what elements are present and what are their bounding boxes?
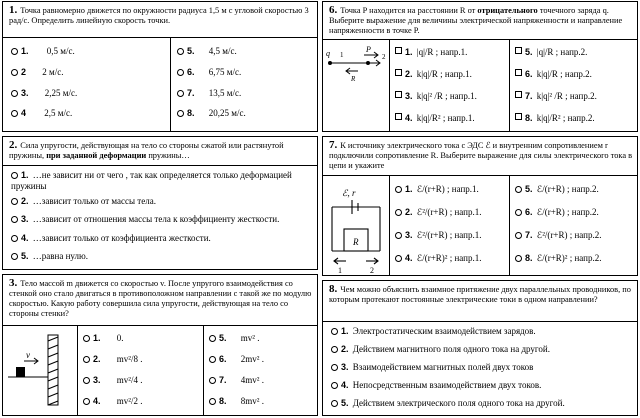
question-2-text <box>3 137 317 161</box>
circuit-figure <box>324 177 388 277</box>
checkbox-icon[interactable] <box>395 47 402 54</box>
radio-icon[interactable] <box>177 48 184 55</box>
question-6-prompt-bold: отрицательного <box>477 6 538 15</box>
q1-option-2[interactable]: 2 2 м/с. <box>11 67 63 78</box>
q3-option-3[interactable]: 3. mv²/4 . <box>83 375 142 386</box>
q3-option-5[interactable]: 5. mv² . <box>209 333 259 344</box>
q8-option-3[interactable]: 3. Взаимодействием магнитных полей двух токов <box>331 362 533 373</box>
checkbox-icon[interactable] <box>515 47 522 54</box>
q3-option-7[interactable]: 7. 4mv² . <box>209 375 264 386</box>
checkbox-icon[interactable] <box>515 69 522 76</box>
radio-icon[interactable] <box>83 377 90 384</box>
radio-icon[interactable] <box>83 335 90 342</box>
question-6-number: 6. <box>329 4 338 16</box>
q6-option-7[interactable]: 7. k|q|² /R ; напр.2. <box>515 91 597 102</box>
q8-option-2[interactable]: 2. Действием магнитного поля одного тока на другой. <box>331 344 550 355</box>
question-7-text <box>323 137 637 171</box>
direction-1-label: 1 <box>340 51 344 59</box>
radio-icon[interactable] <box>209 356 216 363</box>
checkbox-icon[interactable] <box>395 113 402 120</box>
question-7-prompt: К источнику электрического тока с ЭДС ℰ и внутренним сопротивлением r подключили сопротивление R. Выберите выражение для силы электрического тока в цепи и укажите <box>329 141 633 170</box>
question-2-number: 2. <box>9 139 18 151</box>
q1-option-4[interactable]: 4 2,5 м/с. <box>11 108 72 119</box>
question-6-text <box>323 2 637 36</box>
radio-icon[interactable] <box>11 69 18 76</box>
direction-1-label: 1 <box>338 266 342 275</box>
question-1-card <box>2 1 318 132</box>
q3-option-8[interactable]: 8. 8mv² . <box>209 396 264 407</box>
radio-icon[interactable] <box>331 364 338 371</box>
direction-2-label: 2 <box>370 266 374 275</box>
q7-option-8[interactable]: 8. ℰ/(r+R)² ; напр.2. <box>515 253 602 264</box>
radio-icon[interactable] <box>515 209 522 216</box>
q7-option-3[interactable]: 3. ℰ²/(r+R) ; напр.1. <box>395 230 482 241</box>
q7-option-1[interactable]: 1. ℰ/(r+R) ; напр.1. <box>395 184 479 195</box>
checkbox-icon[interactable] <box>515 91 522 98</box>
question-3-card <box>2 274 318 416</box>
question-1-text <box>3 2 317 26</box>
q1-option-1[interactable]: 1. 0,5 м/с. <box>11 46 75 57</box>
radio-icon[interactable] <box>515 255 522 262</box>
question-3-text <box>3 275 317 319</box>
q2-option-1[interactable]: 1. …не зависит ни от чего , так как определяется только деформацией пружины <box>11 170 292 191</box>
question-8-card <box>322 280 638 416</box>
q7-option-4[interactable]: 4. ℰ/(r+R)² ; напр.1. <box>395 253 482 264</box>
radio-icon[interactable] <box>11 90 18 97</box>
radio-icon[interactable] <box>83 356 90 363</box>
q3-option-2[interactable]: 2. mv²/8 . <box>83 354 142 365</box>
q6-option-6[interactable]: 6. k|q|/R ; напр.2. <box>515 69 592 80</box>
radio-icon[interactable] <box>515 232 522 239</box>
point-label: P <box>366 45 371 54</box>
question-3-prompt: Тело массой m движется со скоростью v. После упругого взаимодействия со стенкой оно стало двигаться в противоположном направлении с такой же по модулю скоростью. Какую работу совершила сила упругости, действующая на тело со стороны стенки? <box>9 279 312 318</box>
q6-option-5[interactable]: 5. |q|/R ; напр.2. <box>515 47 587 58</box>
direction-2-label: 2 <box>382 53 386 61</box>
point-charge-figure <box>324 44 388 84</box>
question-6-card <box>322 1 638 132</box>
question-3-number: 3. <box>9 277 18 289</box>
question-8-text <box>323 281 637 305</box>
radio-icon[interactable] <box>177 110 184 117</box>
question-7-card <box>322 136 638 276</box>
q3-option-4[interactable]: 4. mv²/2 . <box>83 396 142 407</box>
radio-icon[interactable] <box>515 186 522 193</box>
checkbox-icon[interactable] <box>395 91 402 98</box>
q2-option-4[interactable]: 4. …зависит только от коэффициента жесткости. <box>11 233 311 244</box>
question-2-prompt-a: Сила упругости, действующая на тело со стороны сжатой или растянутой пружины, <box>9 141 284 160</box>
q3-option-6[interactable]: 6. 2mv² . <box>209 354 264 365</box>
question-1-number: 1. <box>9 4 18 16</box>
q1-option-5[interactable]: 5. 4,5 м/с. <box>177 46 237 57</box>
radio-icon[interactable] <box>395 232 402 239</box>
question-1-prompt: Точка равномерно движется по окружности радиуса 1,5 м с угловой скоростью 3 рад/с. Определить линейную скорость точки. <box>9 6 309 25</box>
charge-label: q <box>326 49 330 58</box>
emf-label: ℰ, r <box>342 188 356 198</box>
q1-option-8[interactable]: 8. 20,25 м/с. <box>177 108 246 119</box>
radio-icon[interactable] <box>11 198 18 205</box>
radio-icon[interactable] <box>209 335 216 342</box>
resistor-label: R <box>353 237 359 247</box>
q8-option-5[interactable]: 5. Действием электрического поля одного тока на другой. <box>331 398 565 409</box>
q6-option-4[interactable]: 4. k|q|/R² ; напр.1. <box>395 113 475 124</box>
q7-option-5[interactable]: 5. ℰ/(r+R) ; напр.2. <box>515 184 599 195</box>
q8-option-4[interactable]: 4. Непосредственным взаимодействием двух токов. <box>331 380 541 391</box>
q1-option-6[interactable]: 6. 6,75 м/с. <box>177 67 241 78</box>
q3-option-1[interactable]: 1. 0. <box>83 333 124 344</box>
q6-option-2[interactable]: 2. k|q|/R ; напр.1. <box>395 69 472 80</box>
question-6-prompt-c: точечного заряда q. Выберите выражение для величины электрической напряженности и направление напряженности в точке P. <box>329 6 623 35</box>
radio-icon[interactable] <box>177 69 184 76</box>
radio-icon[interactable] <box>177 90 184 97</box>
radio-icon[interactable] <box>83 398 90 405</box>
velocity-label: v <box>26 350 30 360</box>
radio-icon[interactable] <box>395 186 402 193</box>
question-7-number: 7. <box>329 139 338 151</box>
q2-option-3[interactable]: 3. …зависит от отношения массы тела к коэффициенту жесткости. <box>11 214 311 225</box>
radio-icon[interactable] <box>11 172 18 179</box>
wall-collision-figure <box>4 327 76 415</box>
radio-icon[interactable] <box>11 235 18 242</box>
radio-icon[interactable] <box>11 110 18 117</box>
q6-option-8[interactable]: 8. k|q|/R² ; напр.2. <box>515 113 595 124</box>
q2-option-5[interactable]: 5. …равна нулю. <box>11 251 311 262</box>
radio-icon[interactable] <box>209 398 216 405</box>
radio-icon[interactable] <box>331 346 338 353</box>
radio-icon[interactable] <box>11 216 18 223</box>
radio-icon[interactable] <box>331 382 338 389</box>
q1-option-7[interactable]: 7. 13,5 м/с. <box>177 88 241 99</box>
question-8-prompt: Чем можно объяснить взаимное притяжение двух параллельных проводников, по которым протекают постоянные электрические токи в одном направлении? <box>329 285 631 304</box>
q2-option-2[interactable]: 2. …зависит только от массы тела. <box>11 196 311 207</box>
radio-icon[interactable] <box>331 328 338 335</box>
q7-option-6[interactable]: 6. ℰ/(r+R) ; напр.2. <box>515 207 599 218</box>
radio-icon[interactable] <box>11 48 18 55</box>
q6-option-1[interactable]: 1. |q|/R ; напр.1. <box>395 47 467 58</box>
q6-option-3[interactable]: 3. k|q|² /R ; напр.1. <box>395 91 477 102</box>
checkbox-icon[interactable] <box>515 113 522 120</box>
question-2-card <box>2 136 318 270</box>
q7-option-7[interactable]: 7. ℰ²/(r+R) ; напр.2. <box>515 230 602 241</box>
q8-option-1[interactable]: 1. Электростатическим взаимодействием зарядов. <box>331 326 536 337</box>
radio-icon[interactable] <box>11 253 18 260</box>
question-2-prompt-bold: при заданной деформации <box>46 151 147 160</box>
q7-option-2[interactable]: 2. ℰ²/(r+R) ; напр.1. <box>395 207 482 218</box>
q1-option-3[interactable]: 3. 2,25 м/с. <box>11 88 77 99</box>
radio-icon[interactable] <box>331 400 338 407</box>
checkbox-icon[interactable] <box>395 69 402 76</box>
radio-icon[interactable] <box>395 255 402 262</box>
question-6-prompt-a: Точка P находится на расстоянии R от <box>340 6 476 15</box>
question-2-prompt-c: пружины… <box>148 151 190 160</box>
radio-icon[interactable] <box>209 377 216 384</box>
radio-icon[interactable] <box>395 209 402 216</box>
question-8-number: 8. <box>329 283 338 295</box>
distance-label: R <box>351 75 356 83</box>
